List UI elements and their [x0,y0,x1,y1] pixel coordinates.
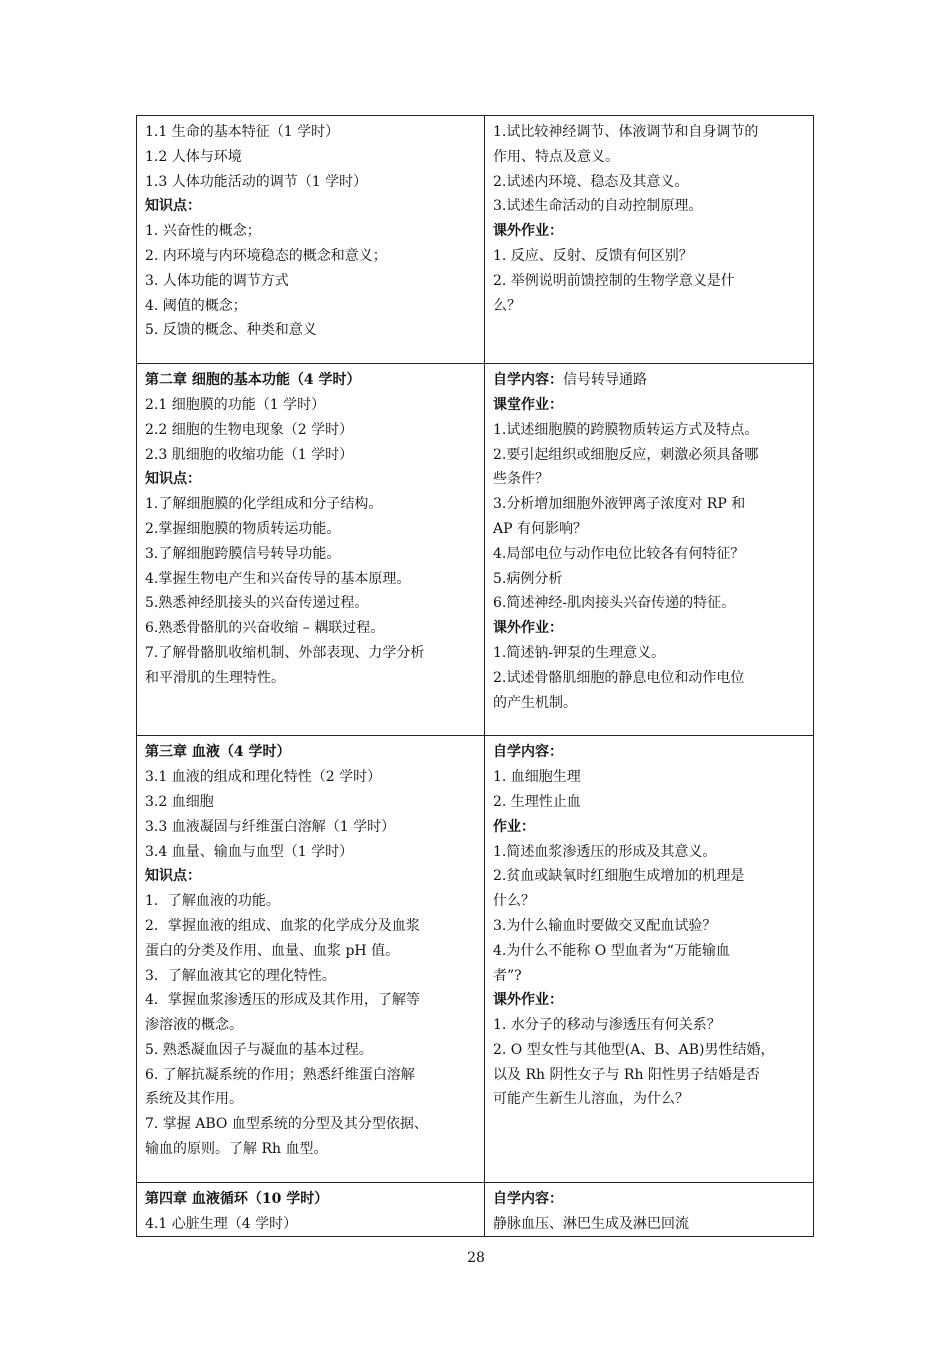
text-line: 以及 Rh 阴性女子与 Rh 阳性男子结婚是否 [493,1066,760,1083]
text-line: 2.3 肌细胞的收缩功能（1 学时） [145,446,354,463]
text-line: 3.了解细胞跨膜信号转导功能。 [145,545,341,562]
section-heading: 自学内容： [493,744,563,761]
text-line: 输血的原则。了解 Rh 血型。 [145,1141,328,1158]
text-line: 2.2 细胞的生物电现象（2 学时） [145,421,354,438]
text-line: 么？ [493,297,521,314]
text-line: 4.掌握生物电产生和兴奋传导的基本原理。 [145,570,411,587]
text-line: 3.4 血量、输血与血型（1 学时） [145,843,354,860]
text-line: 1.试比较神经调节、体液调节和自身调节的 [493,124,759,140]
text-line: 7. 掌握 ABO 血型系统的分型及其分型依据、 [145,1116,428,1133]
text-line: 者”? [493,967,522,984]
text-line: 1. 反应、反射、反馈有何区别？ [493,247,693,264]
page-number: 28 [467,1250,485,1266]
text-line: 些条件？ [493,471,549,488]
text-line: 自学内容：信号转导通路 [493,372,647,389]
text-line: 2. O 型女性与其他型(A、B、AB)男性结婚， [493,1041,775,1058]
text-line: 1.简述钠-钾泵的生理意义。 [493,644,666,661]
section-heading: 第二章 细胞的基本功能（4 学时） [145,372,361,389]
text-line: 1.2 人体与环境 [145,148,242,165]
text-line: 渗溶液的概念。 [145,1017,243,1034]
section-heading: 知识点： [145,868,201,885]
content-cell [137,364,485,736]
text-line: 6.简述神经-肌肉接头兴奋传递的特征。 [493,595,736,612]
text-line: 2.1 细胞膜的功能（1 学时） [145,396,326,413]
text-line: 6. 了解抗凝系统的作用；熟悉纤维蛋白溶解 [145,1066,415,1083]
text-line: 4.1 心脏生理（4 学时） [145,1215,298,1232]
text-line: 5. 熟悉凝血因子与凝血的基本过程。 [145,1041,373,1058]
content-cell [137,1182,485,1237]
section-heading: 课外作业： [493,223,563,240]
text-line: 和平滑肌的生理特性。 [145,669,285,686]
text-line: 5. 反馈的概念、种类和意义 [145,322,317,339]
text-line: 3.2 血细胞 [145,793,214,810]
text-line: 2.贫血或缺氧时红细胞生成增加的机理是 [493,868,745,885]
text-line: 什么？ [493,893,535,910]
section-heading: 课堂作业： [493,396,563,413]
section-heading: 课外作业： [493,620,563,637]
text-line: 5.熟悉神经肌接头的兴奋传递过程。 [145,595,369,612]
text-line: 2. 内环境与内环境稳态的概念和意义； [145,247,387,264]
text-line: 7.了解骨骼肌收缩机制、外部表现、力学分析 [145,644,425,661]
text-line: AP 有何影响？ [493,520,587,537]
content-cell [137,116,485,364]
section-heading: 第四章 血液循环（10 学时） [145,1190,329,1207]
section-heading: 知识点： [145,198,201,215]
text-line: 1.1 生命的基本特征（1 学时） [145,124,340,140]
section-heading: 作业： [493,818,535,835]
section-heading: 课外作业： [493,992,563,1009]
text-line: 可能产生新生儿溶血，为什么？ [493,1091,689,1108]
text-line: 作用、特点及意义。 [493,148,619,165]
text-line: 3.3 血液凝固与纤维蛋白溶解（1 学时） [145,818,396,835]
table-row [137,1182,814,1237]
curriculum-table [136,115,814,1237]
text-line: 静脉血压、淋巴生成及淋巴回流 [493,1215,689,1232]
text-line: 6.熟悉骨骼肌的兴奋收缩 – 耦联过程。 [145,620,385,637]
text-line: 的产生机制。 [493,694,577,711]
text-line: 4. 阈值的概念； [145,297,247,314]
text-line: 2.要引起组织或细胞反应，刺激必须具备哪 [493,446,759,463]
text-line: 3．了解血液其它的理化特性。 [145,967,336,984]
text-line: 4.为什么不能称 O 型血者为“万能输血 [493,942,730,959]
text-line: 4．掌握血浆渗透压的形成及其作用，了解等 [145,992,420,1009]
section-heading: 自学内容： [493,1190,563,1207]
assignment-cell [485,1182,814,1237]
content-cell [137,736,485,1183]
text-line: 3. 人体功能的调节方式 [145,272,289,289]
text-line: 2. 生理性止血 [493,793,581,810]
text-line: 3.试述生命活动的自动控制原理。 [493,198,703,215]
text-line: 1.3 人体功能活动的调节（1 学时） [145,173,368,190]
text-line: 3.1 血液的组成和理化特性（2 学时） [145,769,382,786]
text-line: 系统及其作用。 [145,1091,243,1108]
text-line: 1．了解血液的功能。 [145,893,280,910]
table-row [137,364,814,736]
table-body [137,116,814,1237]
text-line: 3.分析增加细胞外液钾离子浓度对 RP 和 [493,496,746,513]
text-line: 2.试述内环境、稳态及其意义。 [493,173,689,190]
text-line: 5.病例分析 [493,570,563,587]
text-line: 1.试述细胞膜的跨膜物质转运方式及特点。 [493,421,759,438]
section-heading: 知识点： [145,471,201,488]
text-line: 4.局部电位与动作电位比较各有何特征？ [493,545,745,562]
text-line: 1. 血细胞生理 [493,769,581,786]
text-line: 2．掌握血液的组成、血浆的化学成分及血浆 [145,917,420,934]
assignment-cell [485,736,814,1183]
text-line: 1.简述血浆渗透压的形成及其意义。 [493,843,717,860]
text-line: 1. 兴奋性的概念； [145,223,261,240]
text-line: 2. 举例说明前馈控制的生物学意义是什 [493,272,735,289]
table-row [137,116,814,364]
text-line: 蛋白的分类及作用、血量、血浆 pH 值。 [145,942,400,959]
text-line: 2.掌握细胞膜的物质转运功能。 [145,520,341,537]
inline-label: 自学内容： [493,372,563,389]
assignment-cell [485,364,814,736]
table-row [137,736,814,1183]
text-line: 2.试述骨骼肌细胞的静息电位和动作电位 [493,669,745,686]
text-line: 1.了解细胞膜的化学组成和分子结构。 [145,496,383,513]
text-line: 1. 水分子的移动与渗透压有何关系？ [493,1017,721,1034]
section-heading: 第三章 血液（4 学时） [145,744,291,761]
assignment-cell [485,116,814,364]
text-line: 3.为什么输血时要做交叉配血试验？ [493,917,717,934]
